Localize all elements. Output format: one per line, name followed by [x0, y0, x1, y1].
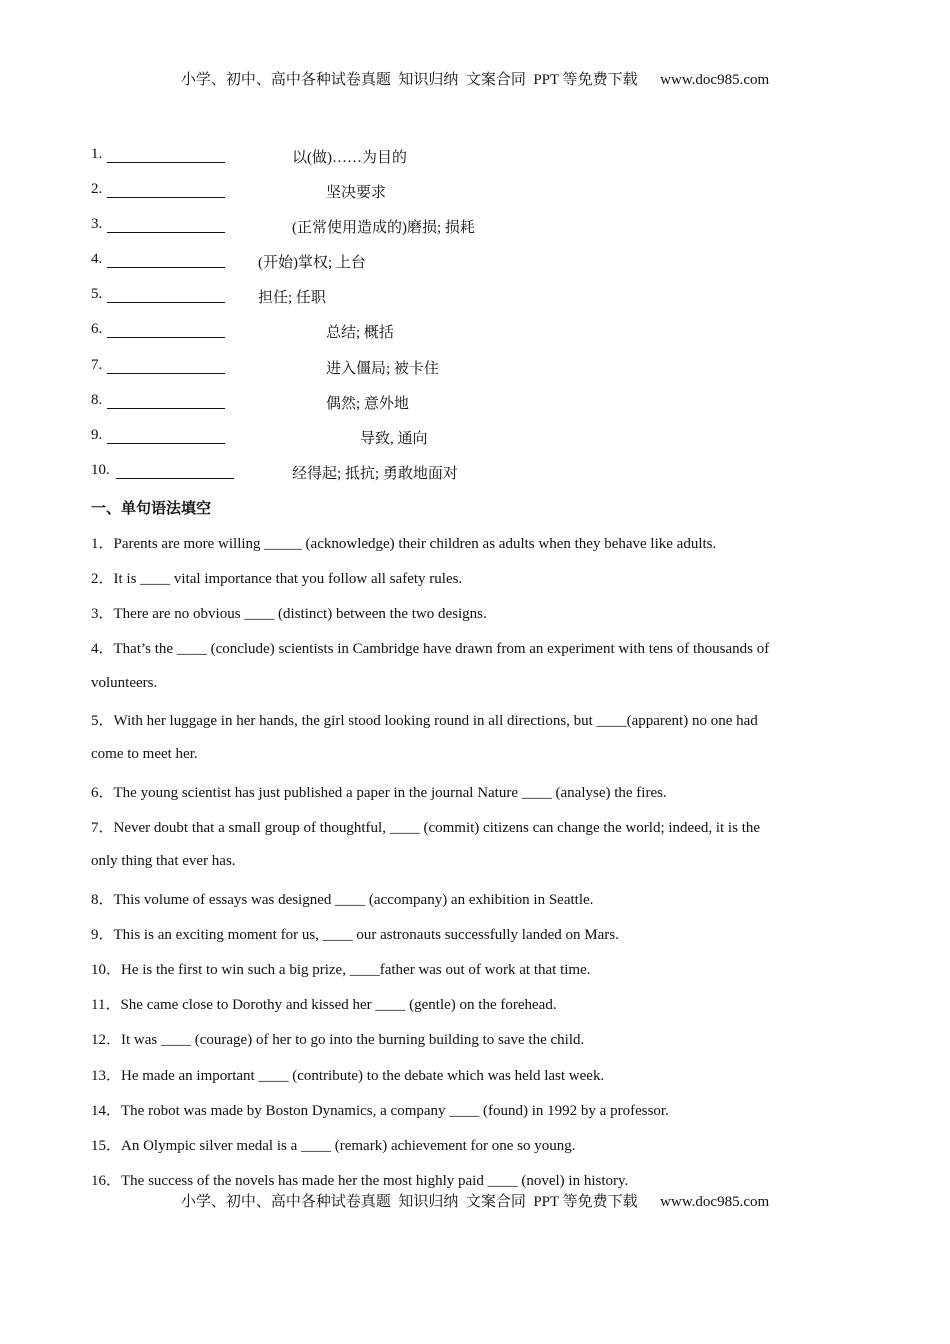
vocab-number: 5.	[91, 286, 103, 302]
question-item	[91, 993, 557, 1014]
question-item	[91, 958, 590, 979]
vocab-meaning: 进入僵局; 被卡住	[326, 361, 439, 377]
vocab-meaning: 总结; 概括	[326, 325, 394, 341]
question-number: 12．	[91, 1032, 122, 1048]
question-text: There are no obvious ____ (distinct) between the two designs.	[113, 606, 487, 622]
vocab-number: 3.	[91, 216, 103, 232]
question-text: The robot was made by Boston Dynamics, a company ____ (found) in 1992 by a professor.	[121, 1103, 669, 1119]
answer-blank[interactable]	[116, 478, 234, 479]
question-number: 4．	[91, 641, 114, 657]
answer-blank[interactable]	[107, 267, 225, 268]
question-item	[91, 1134, 575, 1155]
vocab-meaning: (开始)掌权; 上台	[258, 255, 366, 271]
question-text: That’s the ____ (conclude) scientists in Cambridge have drawn from an experiment with tens of thousands of	[113, 641, 770, 657]
answer-blank[interactable]	[107, 408, 225, 409]
question-continuation: volunteers.	[91, 675, 158, 691]
answer-blank[interactable]	[107, 373, 225, 374]
question-number: 7．	[91, 820, 114, 836]
question-text: This is an exciting moment for us, ____ our astronauts successfully landed on Mars.	[113, 927, 619, 943]
question-number: 8．	[91, 892, 114, 908]
vocab-meaning: 偶然; 意外地	[326, 396, 409, 412]
question-text: It is ____ vital importance that you follow all safety rules.	[113, 571, 463, 587]
question-number: 5．	[91, 713, 114, 729]
question-item	[91, 888, 593, 909]
question-text: The success of the novels has made her the most highly paid ____ (novel) in history.	[121, 1173, 629, 1189]
vocab-number: 1.	[91, 146, 103, 162]
question-item	[91, 637, 769, 658]
question-text: This volume of essays was designed ____ (accompany) an exhibition in Seattle.	[113, 892, 594, 908]
question-number: 13．	[91, 1068, 122, 1084]
vocab-number: 10.	[91, 462, 110, 478]
answer-blank[interactable]	[107, 232, 225, 233]
question-number: 9．	[91, 927, 114, 943]
question-item	[91, 923, 619, 944]
answer-blank[interactable]	[107, 337, 225, 338]
vocab-number: 4.	[91, 251, 103, 267]
question-text: He made an important ____ (contribute) to the debate which was held last week.	[121, 1068, 605, 1084]
vocab-number: 6.	[91, 321, 103, 337]
question-continuation: only thing that ever has.	[91, 853, 236, 869]
question-continuation: come to meet her.	[91, 746, 198, 762]
question-number: 10．	[91, 962, 122, 978]
page-header: 小学、初中、高中各种试卷真题 知识归纳 文案合同 PPT 等免费下载 www.doc985.com	[180, 72, 770, 88]
question-number: 16．	[91, 1173, 122, 1189]
vocab-meaning: 以(做)……为目的	[292, 150, 407, 166]
question-item	[91, 1099, 669, 1120]
question-number: 1．	[91, 536, 114, 552]
question-text: It was ____ (courage) of her to go into the burning building to save the child.	[121, 1032, 585, 1048]
question-text: With her luggage in her hands, the girl stood looking round in all directions, but ____(apparent) no one had	[113, 713, 758, 729]
question-number: 11．	[91, 997, 121, 1013]
question-text: She came close to Dorothy and kissed her ____ (gentle) on the forehead.	[120, 997, 557, 1013]
question-item	[91, 602, 487, 623]
question-number: 2．	[91, 571, 114, 587]
question-text: Never doubt that a small group of thoughtful, ____ (commit) citizens can change the world; indeed, it is the	[113, 820, 761, 836]
section-title: 一、单句语法填空	[91, 501, 212, 517]
answer-blank[interactable]	[107, 302, 225, 303]
vocab-meaning: 导致, 通向	[360, 431, 428, 447]
question-text: The young scientist has just published a paper in the journal Nature ____ (analyse) the fires.	[113, 785, 667, 801]
question-item	[91, 709, 758, 730]
answer-blank[interactable]	[107, 162, 225, 163]
question-text: Parents are more willing _____ (acknowledge) their children as adults when they behave like adults.	[113, 536, 717, 552]
question-text: An Olympic silver medal is a ____ (remark) achievement for one so young.	[121, 1138, 576, 1154]
vocab-meaning: 坚决要求	[326, 185, 387, 201]
question-item	[91, 816, 760, 837]
question-number: 6．	[91, 785, 114, 801]
page-footer: 小学、初中、高中各种试卷真题 知识归纳 文案合同 PPT 等免费下载 www.doc985.com	[180, 1194, 770, 1210]
vocab-meaning: (正常使用造成的)磨损; 损耗	[292, 220, 475, 236]
question-number: 14．	[91, 1103, 122, 1119]
question-item	[91, 1169, 628, 1190]
answer-blank[interactable]	[107, 443, 225, 444]
answer-blank[interactable]	[107, 197, 225, 198]
vocab-meaning: 担任; 任职	[258, 290, 326, 306]
vocab-number: 9.	[91, 427, 103, 443]
question-item	[91, 1028, 584, 1049]
question-text: He is the first to win such a big prize, ____father was out of work at that time.	[121, 962, 591, 978]
question-item	[91, 567, 462, 588]
question-number: 15．	[91, 1138, 122, 1154]
question-item	[91, 1064, 604, 1085]
vocab-number: 8.	[91, 392, 103, 408]
vocab-meaning: 经得起; 抵抗; 勇敢地面对	[292, 466, 458, 482]
vocab-number: 2.	[91, 181, 103, 197]
question-item	[91, 781, 667, 802]
question-item	[91, 532, 716, 553]
vocab-number: 7.	[91, 357, 103, 373]
question-number: 3．	[91, 606, 114, 622]
